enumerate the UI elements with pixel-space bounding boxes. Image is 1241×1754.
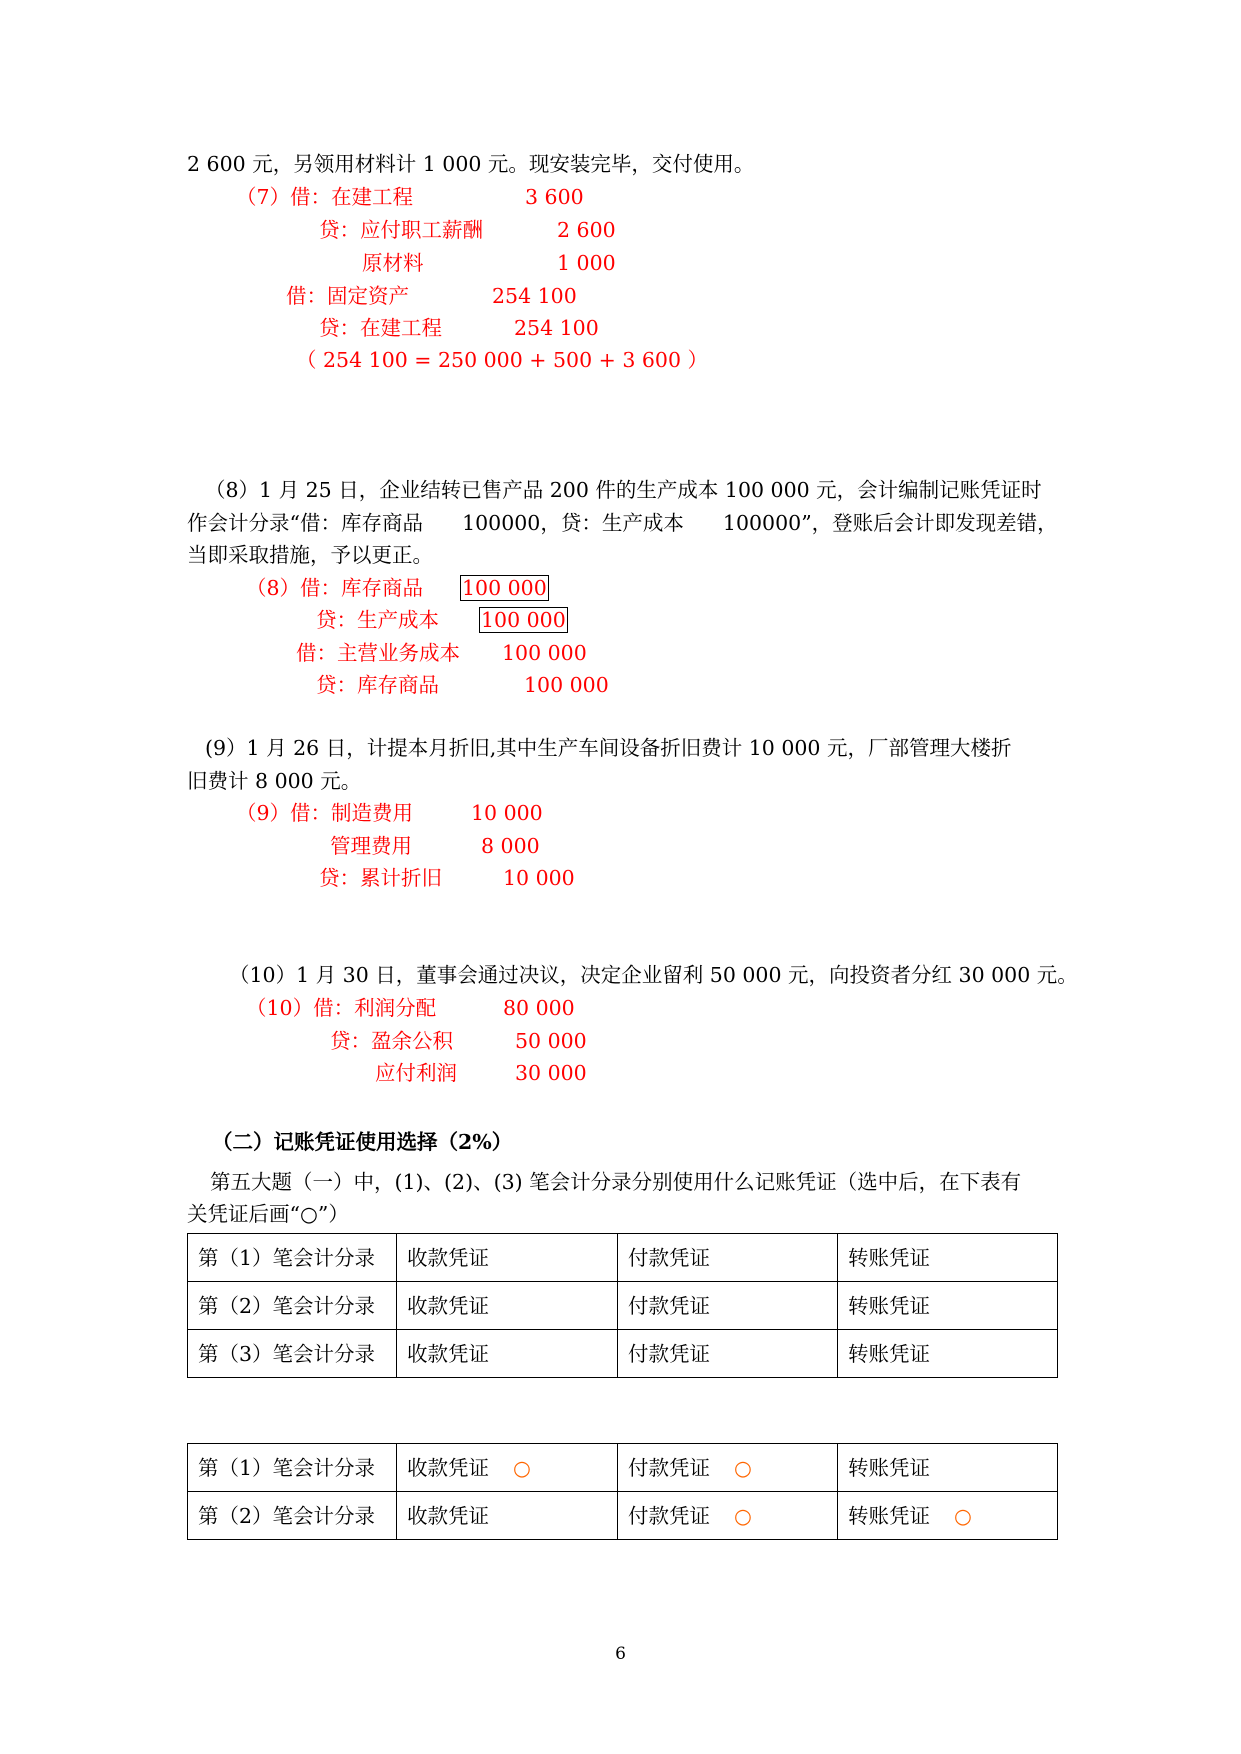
- q7-entry-credit2-label: 原材料: [362, 251, 424, 275]
- q8-paragraph-line1: （8）1 月 25 日，企业结转已售产品 200 件的生产成本 100 000 元，会计编制记账凭证时: [205, 478, 1042, 502]
- circle-mark: ○: [954, 1503, 972, 1528]
- q9-entry-credit-amount: 10 000: [503, 866, 575, 890]
- row-label: 第（2）笔会计分录: [188, 1492, 397, 1540]
- table-row: [188, 1444, 1058, 1492]
- q8-correction-credit-amount: 100 000: [524, 673, 609, 697]
- row-label: 第（3）笔会计分录: [188, 1330, 397, 1378]
- row-label: 第（2）笔会计分录: [188, 1282, 397, 1330]
- q8-correction-credit-label: 贷：库存商品: [316, 673, 439, 697]
- q10-paragraph: （10）1 月 30 日，董事会通过决议，决定企业留利 50 000 元，向投资者分红 30 000 元。: [229, 963, 1078, 987]
- transfer-voucher-cell: 转账凭证: [838, 1330, 1058, 1378]
- q9-entry-debit-amount: 10 000: [471, 801, 543, 825]
- q9-entry-debit-label: （9）借：制造费用: [236, 801, 414, 825]
- circle-mark: ○: [734, 1455, 752, 1480]
- q8-correction-debit-amount: 100 000: [502, 641, 587, 665]
- q10-entry-credit-label: 贷：盈余公积: [330, 1029, 453, 1053]
- q7-entry-debit-amount: 3 600: [525, 185, 584, 209]
- row-label: 第（1）笔会计分录: [188, 1444, 397, 1492]
- q8-paragraph-line3: 当即采取措施，予以更正。: [187, 543, 433, 567]
- payment-voucher-cell: 付款凭证: [618, 1234, 838, 1282]
- q9-entry-credit-label: 贷：累计折旧: [319, 866, 442, 890]
- q7-entry2-credit-amount: 254 100: [514, 316, 599, 340]
- q9-paragraph-line2: 旧费计 8 000 元。: [187, 769, 362, 793]
- table-row: [188, 1492, 1058, 1540]
- q7-entry-credit-amount: 2 600: [557, 218, 616, 242]
- q7-entry-debit-label: （7）借：在建工程: [236, 185, 414, 209]
- q10-entry-debit-label: （10）借：利润分配: [246, 996, 437, 1020]
- section-instruction-line2: 关凭证后画“○”）: [187, 1202, 349, 1226]
- q10-entry-debit-amount: 80 000: [503, 996, 575, 1020]
- receipt-voucher-label: 收款凭证: [407, 1503, 489, 1528]
- q8-entry-credit-amount-boxed: 100 000: [481, 608, 566, 632]
- q9-entry-debit2-label: 管理费用: [330, 834, 412, 858]
- transfer-voucher-cell: 转账凭证: [838, 1234, 1058, 1282]
- q8-entry-debit-label: （8）借：库存商品: [246, 576, 424, 600]
- q10-entry-credit2-amount: 30 000: [515, 1061, 587, 1085]
- row-label: 第（1）笔会计分录: [188, 1234, 397, 1282]
- payment-voucher-cell: 付款凭证: [618, 1330, 838, 1378]
- q8-entry-debit-amount-boxed: 100 000: [462, 576, 547, 600]
- transfer-voucher-cell: 转账凭证: [838, 1282, 1058, 1330]
- transfer-voucher-label: 转账凭证: [848, 1455, 930, 1480]
- q7-entry2-debit-label: 借：固定资产: [286, 284, 409, 308]
- section-heading: （二）记账凭证使用选择（2%）: [212, 1130, 513, 1154]
- receipt-voucher-cell: 收款凭证: [397, 1330, 618, 1378]
- voucher-table-blank: [187, 1233, 1058, 1378]
- q7-entry-credit2-amount: 1 000: [557, 251, 616, 275]
- receipt-voucher-cell: 收款凭证: [397, 1234, 618, 1282]
- receipt-voucher-cell: 收款凭证: [397, 1282, 618, 1330]
- transfer-voucher-label: 转账凭证: [848, 1503, 930, 1528]
- q10-entry-credit2-label: 应付利润: [375, 1061, 457, 1085]
- q7-entry2-debit-amount: 254 100: [492, 284, 577, 308]
- q10-entry-credit-amount: 50 000: [515, 1029, 587, 1053]
- q9-entry-debit2-amount: 8 000: [481, 834, 540, 858]
- voucher-table-answer: [187, 1443, 1058, 1540]
- circle-mark: ○: [734, 1503, 752, 1528]
- q8-entry-credit-label: 贷：生产成本: [316, 608, 439, 632]
- q9-paragraph-line1: (9）1 月 26 日，计提本月折旧,其中生产车间设备折旧费计 10 000 元，厂部管理大楼折: [205, 736, 1012, 760]
- q7-entry-credit-label: 贷：应付职工薪酬: [319, 218, 483, 242]
- q7-continuation: 2 600 元，另领用材料计 1 000 元。现安装完毕，交付使用。: [187, 152, 755, 176]
- q7-entry2-credit-label: 贷：在建工程: [319, 316, 442, 340]
- payment-voucher-label: 付款凭证: [628, 1455, 710, 1480]
- q7-calculation-note: （ 254 100 = 250 000 + 500 + 3 600 ）: [296, 348, 709, 372]
- q8-correction-debit-label: 借：主营业务成本: [296, 641, 460, 665]
- circle-mark: ○: [513, 1455, 531, 1480]
- payment-voucher-label: 付款凭证: [628, 1503, 710, 1528]
- q8-paragraph-line2: 作会计分录“借：库存商品 100000，贷：生产成本 100000”，登账后会计即发现差错，: [187, 511, 1058, 535]
- page-number: 6: [615, 1644, 626, 1664]
- table-row: [188, 1234, 1058, 1282]
- table-row: [188, 1330, 1058, 1378]
- receipt-voucher-label: 收款凭证: [407, 1455, 489, 1480]
- table-row: [188, 1282, 1058, 1330]
- section-instruction-line1: 第五大题（一）中，(1)、(2)、(3) 笔会计分录分别使用什么记账凭证（选中后，在下表有: [210, 1170, 1022, 1194]
- payment-voucher-cell: 付款凭证: [618, 1282, 838, 1330]
